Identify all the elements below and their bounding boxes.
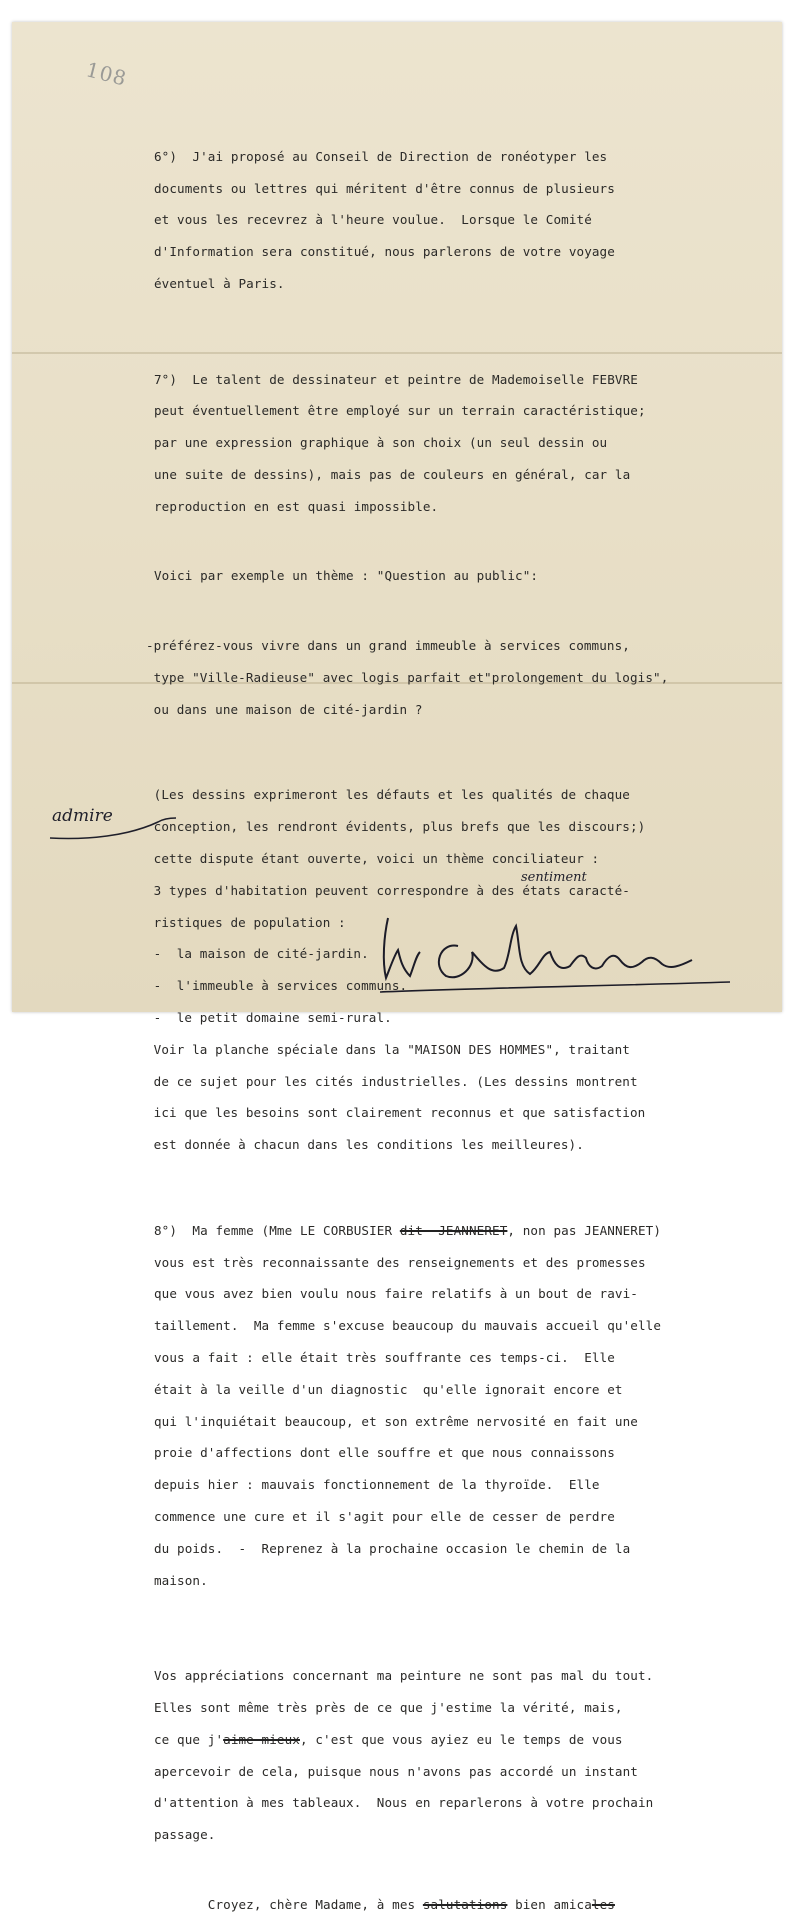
list-item: - la maison de cité-jardin. bbox=[146, 946, 369, 962]
paragraph-6 bbox=[154, 133, 774, 308]
text-line: qui l'inquiétait beaucoup, et son extrême nervosité en fait une bbox=[154, 1413, 638, 1429]
text-line: maison. bbox=[154, 1572, 208, 1588]
text-line: taillement. Ma femme s'excuse beaucoup du mauvais accueil qu'elle bbox=[154, 1318, 662, 1334]
text-line: 3 types d'habitation peuvent correspondre à des états caracté- bbox=[146, 882, 630, 898]
struck-text: salutations bbox=[422, 1896, 508, 1912]
text-line: éventuel à Paris. bbox=[154, 276, 285, 292]
struck-text: dit JEANNERET bbox=[399, 1222, 508, 1238]
paragraph-peinture bbox=[154, 1652, 774, 1859]
text-line: conception, les rendront évidents, plus brefs que les discours;) bbox=[146, 819, 646, 835]
text-line: ristiques de population : bbox=[146, 914, 346, 930]
text-line: ou dans une maison de cité-jardin ? bbox=[146, 701, 423, 717]
text-line: Vos appréciations concernant ma peinture ne sont pas mal du tout. bbox=[154, 1668, 654, 1684]
text-segment: bien amica bbox=[507, 1896, 592, 1912]
theme-intro: Voici par exemple un thème : "Question au public": bbox=[154, 568, 539, 584]
letter-body bbox=[146, 117, 774, 1929]
text-line: vous a fait : elle était très souffrante ces temps-ci. Elle bbox=[154, 1349, 615, 1365]
text-segment: ce que j' bbox=[154, 1731, 224, 1747]
text-segment: Croyez, chère Madame, à mes bbox=[154, 1896, 423, 1912]
struck-text: les bbox=[591, 1896, 615, 1912]
text-line: documents ou lettres qui méritent d'être connus de plusieurs bbox=[154, 180, 615, 196]
text-line bbox=[154, 1223, 774, 1239]
text-line: de ce sujet pour les cités industrielles. (Les dessins montrent bbox=[146, 1073, 638, 1089]
text-line: proie d'affections dont elle souffre et que nous connaissons bbox=[154, 1445, 615, 1461]
pencil-page-number: 108 bbox=[83, 57, 130, 91]
text-line: peut éventuellement être employé sur un terrain caractéristique; bbox=[154, 403, 646, 419]
list-item: - le petit domaine semi-rural. bbox=[146, 1009, 392, 1025]
text-line: 6°) J'ai proposé au Conseil de Direction de ronéotyper les bbox=[154, 148, 608, 164]
text-line: ici que les besoins sont clairement reconnus et que satisfaction bbox=[146, 1105, 646, 1121]
struck-text: aime mieux bbox=[223, 1731, 300, 1747]
text-line: était à la veille d'un diagnostic qu'elle ignorait encore et bbox=[154, 1381, 623, 1397]
text-line: vous est très reconnaissante des renseignements et des promesses bbox=[154, 1254, 646, 1270]
question-block bbox=[146, 622, 774, 733]
text-line: et vous les recevrez à l'heure voulue. Lorsque le Comité bbox=[154, 212, 592, 228]
text-line: -préférez-vous vivre dans un grand immeuble à services communs, bbox=[146, 638, 630, 654]
paragraph-8 bbox=[154, 1207, 774, 1605]
text-segment: , non pas JEANNERET) bbox=[507, 1222, 662, 1238]
signature-le-corbusier bbox=[380, 906, 740, 996]
text-line: par une expression graphique à son choix (un seul dessin ou bbox=[154, 435, 608, 451]
text-segment: 8°) Ma femme (Mme LE CORBUSIER bbox=[154, 1222, 400, 1238]
text-line: reproduction en est quasi impossible. bbox=[154, 498, 439, 514]
list-item: - l'immeuble à services communs. bbox=[146, 978, 408, 994]
text-line bbox=[154, 1732, 774, 1748]
text-line: d'Information sera constitué, nous parlerons de votre voyage bbox=[154, 244, 615, 260]
text-line: Elles sont même très près de ce que j'estime la vérité, mais, bbox=[154, 1700, 623, 1715]
text-line: cette dispute étant ouverte, voici un thème conciliateur : bbox=[146, 850, 600, 866]
text-line: une suite de dessins), mais pas de couleurs en général, car la bbox=[154, 467, 631, 483]
handwritten-insert-word: sentiment bbox=[521, 870, 587, 885]
closing-line bbox=[154, 1897, 774, 1913]
text-line: commence une cure et il s'agit pour elle de cesser de perdre bbox=[154, 1509, 615, 1525]
text-line: du poids. - Reprenez à la prochaine occasion le chemin de la bbox=[154, 1540, 631, 1556]
text-line: type "Ville-Radieuse" avec logis parfait et"prolongement du logis", bbox=[146, 669, 669, 685]
text-line: est donnée à chacun dans les conditions les meilleures). bbox=[146, 1137, 584, 1153]
text-line: passage. bbox=[154, 1827, 216, 1843]
text-line: depuis hier : mauvais fonctionnement de la thyroïde. Elle bbox=[154, 1477, 600, 1493]
paragraph-7 bbox=[154, 356, 774, 531]
text-line: 7°) Le talent de dessinateur et peintre de Mademoiselle FEBVRE bbox=[154, 371, 638, 387]
text-line: d'attention à mes tableaux. Nous en reparlerons à votre prochain bbox=[154, 1795, 654, 1811]
text-line: (Les dessins exprimeront les défauts et les qualités de chaque bbox=[146, 787, 630, 803]
text-line: Voir la planche spéciale dans la "MAISON DES HOMMES", traitant bbox=[146, 1041, 630, 1057]
handwritten-margin-word: admire bbox=[52, 806, 113, 826]
text-line: apercevoir de cela, puisque nous n'avons pas accordé un instant bbox=[154, 1763, 638, 1779]
text-segment: , c'est que vous ayiez eu le temps de vous bbox=[299, 1731, 623, 1747]
text-line: que vous avez bien voulu nous faire relatifs à un bout de ravi- bbox=[154, 1286, 638, 1302]
